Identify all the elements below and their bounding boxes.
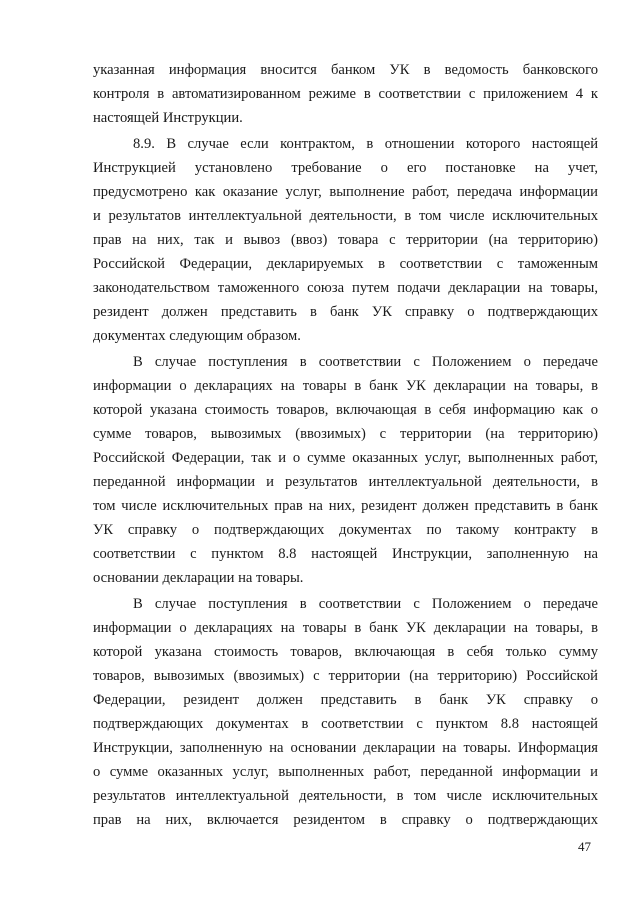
text-line: резидент должен представить в банк УК справку о подтверждающих: [93, 304, 598, 320]
text-line: информации о декларациях на товары в банк УК декларации на товары, в: [93, 620, 598, 636]
text-line: предусмотрено как оказание услуг, выполнение работ, передача информации: [93, 184, 598, 200]
text-line: прав на них, так и вывоз (ввоз) товара с территории (на территорию): [93, 232, 598, 248]
text-line: прав на них, включается резидентом в справку о подтверждающих: [93, 812, 598, 828]
text-line: настоящей Инструкции.: [93, 110, 243, 126]
text-line: информации о декларациях на товары в банк УК декларации на товары, в: [93, 378, 598, 394]
text-line: документах следующим образом.: [93, 328, 301, 344]
text-line: УК справку о подтверждающих документах по такому контракту в: [93, 522, 598, 538]
text-line: товаров, вывозимых (ввозимых) с территории (на территорию) Российской: [93, 668, 598, 684]
text-line: Инструкции, заполненную на основании декларации на товары. Информация: [93, 740, 598, 756]
paragraph-first-line: В случае поступления в соответствии с Положением о передаче: [133, 354, 598, 370]
text-line: которой указана стоимость товаров, включающая в себя информацию как о: [93, 402, 598, 418]
text-line: контроля в автоматизированном режиме в соответствии с приложением 4 к: [93, 86, 598, 102]
text-line: основании декларации на товары.: [93, 570, 304, 586]
text-line: законодательством таможенного союза путем подачи декларации на товары,: [93, 280, 598, 296]
text-line: которой указана стоимость товаров, включающая в себя только сумму: [93, 644, 598, 660]
paragraph-first-line: В случае поступления в соответствии с Положением о передаче: [133, 596, 598, 612]
text-line: указанная информация вносится банком УК в ведомость банковского: [93, 62, 598, 78]
text-line: результатов интеллектуальной деятельности, в том числе исключительных: [93, 788, 598, 804]
paragraph-first-line: 8.9. В случае если контрактом, в отношении которого настоящей: [133, 136, 598, 152]
text-line: сумме товаров, вывозимых (ввозимых) с территории (на территорию): [93, 426, 598, 442]
text-line: о сумме оказанных услуг, выполненных работ, переданной информации и: [93, 764, 598, 780]
text-line: Российской Федерации, так и о сумме оказанных услуг, выполненных работ,: [93, 450, 598, 466]
text-line: Федерации, резидент должен представить в банк УК справку о: [93, 692, 598, 708]
text-line: Инструкцией установлено требование о его постановке на учет,: [93, 160, 598, 176]
text-line: Российской Федерации, декларируемых в соответствии с таможенным: [93, 256, 598, 272]
text-line: соответствии с пунктом 8.8 настоящей Инструкции, заполненную на: [93, 546, 598, 562]
text-line: подтверждающих документах в соответствии с пунктом 8.8 настоящей: [93, 716, 598, 732]
page-number: 47: [578, 839, 591, 854]
text-line: переданной информации и результатов интеллектуальной деятельности, в: [93, 474, 598, 490]
text-line: и результатов интеллектуальной деятельности, в том числе исключительных: [93, 208, 598, 224]
text-line: том числе исключительных прав на них, резидент должен представить в банк: [93, 498, 598, 514]
